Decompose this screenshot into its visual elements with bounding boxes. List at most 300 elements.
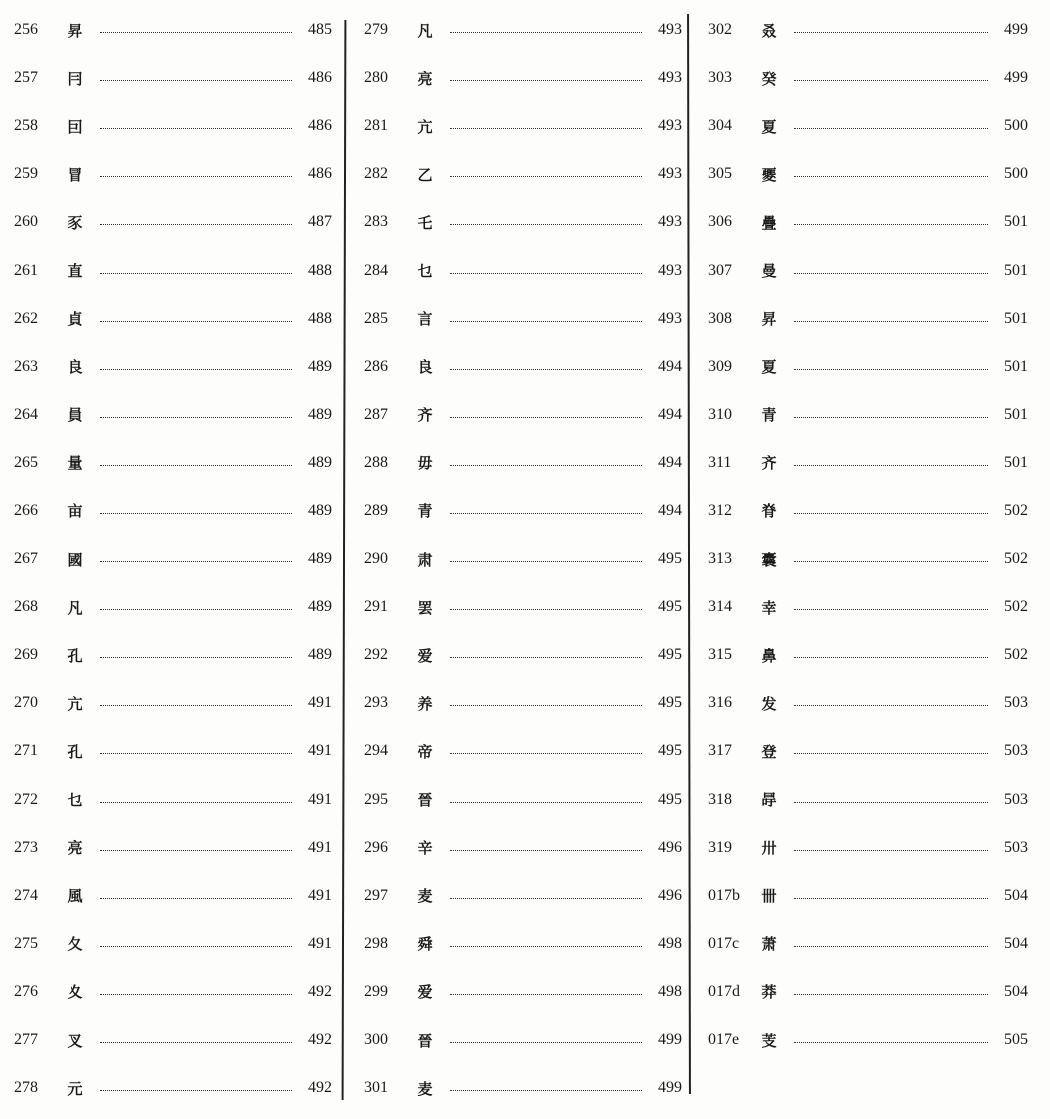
entry-character: 量	[67, 454, 83, 473]
entry-number: 267	[14, 550, 38, 568]
index-entry	[14, 102, 332, 150]
entry-number: 313	[708, 550, 732, 568]
dot-leader	[450, 849, 642, 851]
entry-number: 279	[364, 21, 388, 39]
entry-number: 302	[708, 21, 732, 39]
entry-number: 288	[364, 453, 388, 471]
entry-number: 268	[14, 598, 38, 616]
index-entry	[364, 535, 682, 583]
entry-page-number: 491	[308, 934, 332, 952]
index-entry	[708, 6, 1028, 54]
entry-number: 264	[14, 405, 38, 423]
index-entry	[14, 391, 332, 439]
entry-number: 256	[14, 21, 38, 39]
index-entry	[14, 246, 332, 294]
entry-page-number: 504	[1004, 886, 1028, 904]
dot-leader	[100, 945, 292, 947]
entry-character: 罢	[417, 598, 433, 617]
entry-number: 284	[364, 261, 388, 279]
entry-number: 273	[14, 838, 38, 856]
entry-number: 276	[14, 982, 38, 1000]
entry-character: 凡	[67, 598, 83, 617]
dot-leader	[450, 272, 642, 274]
entry-page-number: 502	[1004, 501, 1028, 519]
index-entry	[364, 150, 682, 198]
entry-character: 夏	[761, 358, 777, 377]
dot-leader	[794, 79, 988, 81]
index-entry	[364, 727, 682, 775]
index-entry	[364, 1064, 682, 1112]
index-entry	[708, 246, 1028, 294]
entry-character: 爱	[417, 646, 433, 665]
index-entry	[14, 487, 332, 535]
entry-page-number: 505	[1004, 1031, 1028, 1049]
entry-page-number: 493	[658, 69, 682, 87]
dot-leader	[794, 560, 988, 562]
entry-character: 青	[417, 502, 433, 521]
entry-character: 曼	[761, 262, 777, 281]
entry-number: 293	[364, 694, 388, 712]
entry-page-number: 491	[308, 886, 332, 904]
entry-character: 亢	[67, 694, 83, 713]
index-entry	[14, 872, 332, 920]
dot-leader	[100, 512, 292, 514]
dot-leader	[100, 752, 292, 754]
entry-number: 017d	[708, 982, 740, 1000]
index-entry	[14, 583, 332, 631]
entry-page-number: 495	[658, 598, 682, 616]
dot-leader	[100, 464, 292, 466]
entry-number: 283	[364, 213, 388, 231]
index-entry	[364, 343, 682, 391]
dot-leader	[794, 993, 988, 995]
index-entry	[364, 391, 682, 439]
dot-leader	[450, 368, 642, 370]
entry-character: 晉	[417, 791, 433, 810]
entry-page-number: 499	[1004, 69, 1028, 87]
entry-number: 285	[364, 309, 388, 327]
entry-character: 亢	[417, 117, 433, 136]
entry-character: 齐	[417, 406, 433, 425]
entry-number: 017c	[708, 934, 740, 952]
dot-leader	[100, 416, 292, 418]
dot-leader	[794, 656, 988, 658]
entry-number: 274	[14, 886, 38, 904]
entry-number: 319	[708, 838, 732, 856]
entry-character: 登	[761, 742, 777, 761]
index-entry	[364, 1016, 682, 1064]
dot-leader	[450, 31, 642, 33]
index-entry	[708, 487, 1028, 535]
entry-page-number: 503	[1004, 694, 1028, 712]
dot-leader	[794, 368, 988, 370]
dot-leader	[100, 272, 292, 274]
dot-leader	[794, 897, 988, 899]
index-entry	[364, 295, 682, 343]
entry-page-number: 489	[308, 453, 332, 471]
entry-page-number: 493	[658, 261, 682, 279]
entry-number: 269	[14, 646, 38, 664]
entry-number: 315	[708, 646, 732, 664]
index-entry	[708, 295, 1028, 343]
dot-leader	[794, 945, 988, 947]
entry-page-number: 491	[308, 838, 332, 856]
column-divider	[687, 14, 690, 1094]
dot-leader	[450, 945, 642, 947]
index-entry	[364, 920, 682, 968]
entry-character: 冔	[761, 791, 777, 810]
entry-page-number: 493	[658, 213, 682, 231]
dot-leader	[794, 416, 988, 418]
entry-character: 風	[67, 887, 83, 906]
entry-character: 青	[761, 406, 777, 425]
entry-page-number: 501	[1004, 213, 1028, 231]
entry-character: 孔	[67, 742, 83, 761]
dot-leader	[100, 79, 292, 81]
dot-leader	[450, 656, 642, 658]
entry-number: 258	[14, 117, 38, 135]
dot-leader	[450, 127, 642, 129]
dot-leader	[450, 79, 642, 81]
entry-number: 317	[708, 742, 732, 760]
index-column-3	[708, 6, 1028, 1064]
dot-leader	[100, 127, 292, 129]
entry-character: 养	[417, 694, 433, 713]
dot-leader	[450, 560, 642, 562]
entry-page-number: 486	[308, 69, 332, 87]
dot-leader	[794, 127, 988, 129]
entry-page-number: 500	[1004, 117, 1028, 135]
index-entry	[364, 872, 682, 920]
entry-character: 萧	[761, 935, 777, 954]
index-column-2	[364, 6, 682, 1112]
entry-number: 316	[708, 694, 732, 712]
entry-number: 310	[708, 405, 732, 423]
index-entry	[364, 824, 682, 872]
entry-page-number: 491	[308, 790, 332, 808]
entry-number: 275	[14, 934, 38, 952]
index-entry	[14, 968, 332, 1016]
index-entry	[364, 198, 682, 246]
entry-page-number: 491	[308, 742, 332, 760]
entry-page-number: 487	[308, 213, 332, 231]
entry-character: 鼻	[761, 646, 777, 665]
entry-number: 290	[364, 550, 388, 568]
entry-character: 囙	[67, 117, 83, 136]
dot-leader	[794, 1041, 988, 1043]
entry-number: 257	[14, 69, 38, 87]
entry-character: 冃	[67, 69, 83, 88]
index-entry	[708, 631, 1028, 679]
index-entry	[708, 391, 1028, 439]
entry-page-number: 488	[308, 261, 332, 279]
entry-page-number: 489	[308, 550, 332, 568]
entry-page-number: 496	[658, 886, 682, 904]
dot-leader	[100, 801, 292, 803]
dot-leader	[794, 223, 988, 225]
entry-number: 299	[364, 982, 388, 1000]
entry-character: 元	[67, 1079, 83, 1098]
dot-leader	[450, 320, 642, 322]
index-entry	[708, 198, 1028, 246]
entry-number: 304	[708, 117, 732, 135]
entry-page-number: 503	[1004, 790, 1028, 808]
entry-character: 乙	[417, 165, 433, 184]
entry-page-number: 498	[658, 934, 682, 952]
index-entry	[14, 824, 332, 872]
dot-leader	[794, 704, 988, 706]
index-entry	[708, 920, 1028, 968]
index-entry	[14, 631, 332, 679]
entry-page-number: 501	[1004, 405, 1028, 423]
index-entry	[708, 343, 1028, 391]
entry-number: 298	[364, 934, 388, 952]
entry-page-number: 498	[658, 982, 682, 1000]
index-entry	[364, 583, 682, 631]
entry-character: 良	[417, 358, 433, 377]
entry-page-number: 493	[658, 309, 682, 327]
entry-character: 莽	[761, 983, 777, 1002]
dot-leader	[100, 897, 292, 899]
entry-number: 277	[14, 1031, 38, 1049]
entry-page-number: 504	[1004, 982, 1028, 1000]
entry-number: 295	[364, 790, 388, 808]
entry-number: 282	[364, 165, 388, 183]
entry-character: 毋	[417, 454, 433, 473]
entry-page-number: 489	[308, 646, 332, 664]
entry-character: 乜	[417, 262, 433, 281]
dot-leader	[794, 849, 988, 851]
entry-character: 亮	[417, 69, 433, 88]
entry-character: 夊	[67, 983, 83, 1002]
entry-page-number: 485	[308, 21, 332, 39]
index-entry	[14, 295, 332, 343]
entry-character: 囊	[761, 550, 777, 569]
entry-number: 312	[708, 501, 732, 519]
entry-number: 314	[708, 598, 732, 616]
index-entry	[364, 776, 682, 824]
entry-number: 318	[708, 790, 732, 808]
dot-leader	[100, 560, 292, 562]
entry-character: 昇	[67, 21, 83, 40]
entry-character: 國	[67, 550, 83, 569]
dot-leader	[450, 464, 642, 466]
entry-number: 017e	[708, 1031, 740, 1049]
entry-page-number: 504	[1004, 934, 1028, 952]
entry-character: 良	[67, 358, 83, 377]
entry-character: 卅	[761, 839, 777, 858]
index-entry	[708, 1016, 1028, 1064]
dot-leader	[100, 31, 292, 33]
entry-number: 259	[14, 165, 38, 183]
dot-leader	[100, 223, 292, 225]
index-entry	[708, 150, 1028, 198]
dot-leader	[450, 175, 642, 177]
index-entry	[14, 1016, 332, 1064]
entry-number: 280	[364, 69, 388, 87]
entry-page-number: 489	[308, 598, 332, 616]
dot-leader	[450, 752, 642, 754]
index-entry	[14, 776, 332, 824]
entry-character: 脊	[761, 502, 777, 521]
dot-leader	[450, 1089, 642, 1091]
entry-character: 言	[417, 310, 433, 329]
entry-character: 肃	[417, 550, 433, 569]
entry-page-number: 493	[658, 117, 682, 135]
entry-page-number: 501	[1004, 453, 1028, 471]
entry-number: 311	[708, 453, 732, 471]
index-entry	[708, 535, 1028, 583]
dot-leader	[794, 464, 988, 466]
entry-page-number: 489	[308, 501, 332, 519]
entry-page-number: 488	[308, 309, 332, 327]
entry-number: 272	[14, 790, 38, 808]
entry-character: 芰	[761, 1031, 777, 1050]
dot-leader	[794, 608, 988, 610]
dot-leader	[794, 512, 988, 514]
entry-number: 271	[14, 742, 38, 760]
entry-character: 豕	[67, 213, 83, 232]
index-entry	[14, 6, 332, 54]
dot-leader	[100, 849, 292, 851]
entry-character: 亩	[67, 502, 83, 521]
entry-character: 卌	[761, 887, 777, 906]
entry-page-number: 495	[658, 646, 682, 664]
entry-character: 麦	[417, 1079, 433, 1098]
entry-page-number: 503	[1004, 742, 1028, 760]
entry-character: 乜	[67, 791, 83, 810]
index-entry	[364, 6, 682, 54]
index-entry	[708, 54, 1028, 102]
dot-leader	[794, 752, 988, 754]
index-entry	[708, 824, 1028, 872]
dot-leader	[450, 223, 642, 225]
dot-leader	[794, 801, 988, 803]
entry-page-number: 500	[1004, 165, 1028, 183]
index-entry	[364, 968, 682, 1016]
entry-number: 308	[708, 309, 732, 327]
index-entry	[14, 727, 332, 775]
entry-number: 300	[364, 1031, 388, 1049]
entry-page-number: 502	[1004, 598, 1028, 616]
dot-leader	[100, 175, 292, 177]
dot-leader	[100, 320, 292, 322]
dot-leader	[450, 512, 642, 514]
entry-page-number: 494	[658, 453, 682, 471]
entry-number: 266	[14, 501, 38, 519]
entry-number: 265	[14, 453, 38, 471]
dot-leader	[794, 320, 988, 322]
dot-leader	[794, 272, 988, 274]
entry-number: 306	[708, 213, 732, 231]
entry-page-number: 489	[308, 405, 332, 423]
dot-leader	[450, 704, 642, 706]
entry-character: 叒	[761, 21, 777, 40]
index-entry	[14, 439, 332, 487]
entry-character: 舜	[417, 935, 433, 954]
dot-leader	[450, 608, 642, 610]
index-entry	[14, 54, 332, 102]
entry-page-number: 494	[658, 357, 682, 375]
entry-character: 孔	[67, 646, 83, 665]
entry-page-number: 492	[308, 1031, 332, 1049]
dot-leader	[100, 368, 292, 370]
entry-character: 凡	[417, 21, 433, 40]
dot-leader	[100, 1089, 292, 1091]
entry-character: 冒	[67, 165, 83, 184]
entry-page-number: 495	[658, 790, 682, 808]
dot-leader	[450, 1041, 642, 1043]
entry-character: 癸	[761, 69, 777, 88]
index-entry	[364, 102, 682, 150]
entry-page-number: 502	[1004, 550, 1028, 568]
entry-page-number: 496	[658, 838, 682, 856]
entry-character: 爱	[417, 983, 433, 1002]
index-entry	[14, 679, 332, 727]
entry-page-number: 492	[308, 1079, 332, 1097]
index-entry	[14, 198, 332, 246]
entry-number: 303	[708, 69, 732, 87]
entry-page-number: 501	[1004, 309, 1028, 327]
entry-number: 291	[364, 598, 388, 616]
entry-page-number: 495	[658, 550, 682, 568]
entry-character: 幸	[761, 598, 777, 617]
entry-page-number: 494	[658, 501, 682, 519]
entry-number: 017b	[708, 886, 740, 904]
entry-character: 昇	[761, 310, 777, 329]
dot-leader	[100, 993, 292, 995]
index-entry	[364, 54, 682, 102]
entry-number: 292	[364, 646, 388, 664]
index-entry	[364, 439, 682, 487]
entry-page-number: 486	[308, 117, 332, 135]
entry-number: 261	[14, 261, 38, 279]
index-entry	[708, 872, 1028, 920]
entry-character: 齐	[761, 454, 777, 473]
index-column-1	[14, 6, 332, 1112]
index-entry	[708, 776, 1028, 824]
entry-number: 307	[708, 261, 732, 279]
entry-character: 帝	[417, 742, 433, 761]
entry-number: 296	[364, 838, 388, 856]
index-entry	[14, 150, 332, 198]
index-entry	[14, 1064, 332, 1112]
entry-number: 289	[364, 501, 388, 519]
entry-character: 发	[761, 694, 777, 713]
entry-page-number: 493	[658, 21, 682, 39]
entry-character: 貞	[67, 310, 83, 329]
entry-character: 晉	[417, 1031, 433, 1050]
entry-page-number: 495	[658, 694, 682, 712]
index-entry	[708, 679, 1028, 727]
index-entry	[364, 679, 682, 727]
entry-page-number: 503	[1004, 838, 1028, 856]
index-entry	[708, 968, 1028, 1016]
index-entry	[708, 102, 1028, 150]
entry-page-number: 499	[658, 1031, 682, 1049]
entry-character: 疊	[761, 213, 777, 232]
dot-leader	[450, 801, 642, 803]
entry-page-number: 489	[308, 357, 332, 375]
entry-number: 305	[708, 165, 732, 183]
dot-leader	[100, 656, 292, 658]
entry-character: 乇	[417, 213, 433, 232]
dot-leader	[100, 1041, 292, 1043]
entry-page-number: 501	[1004, 357, 1028, 375]
entry-page-number: 499	[1004, 21, 1028, 39]
entry-page-number: 494	[658, 405, 682, 423]
entry-page-number: 491	[308, 694, 332, 712]
